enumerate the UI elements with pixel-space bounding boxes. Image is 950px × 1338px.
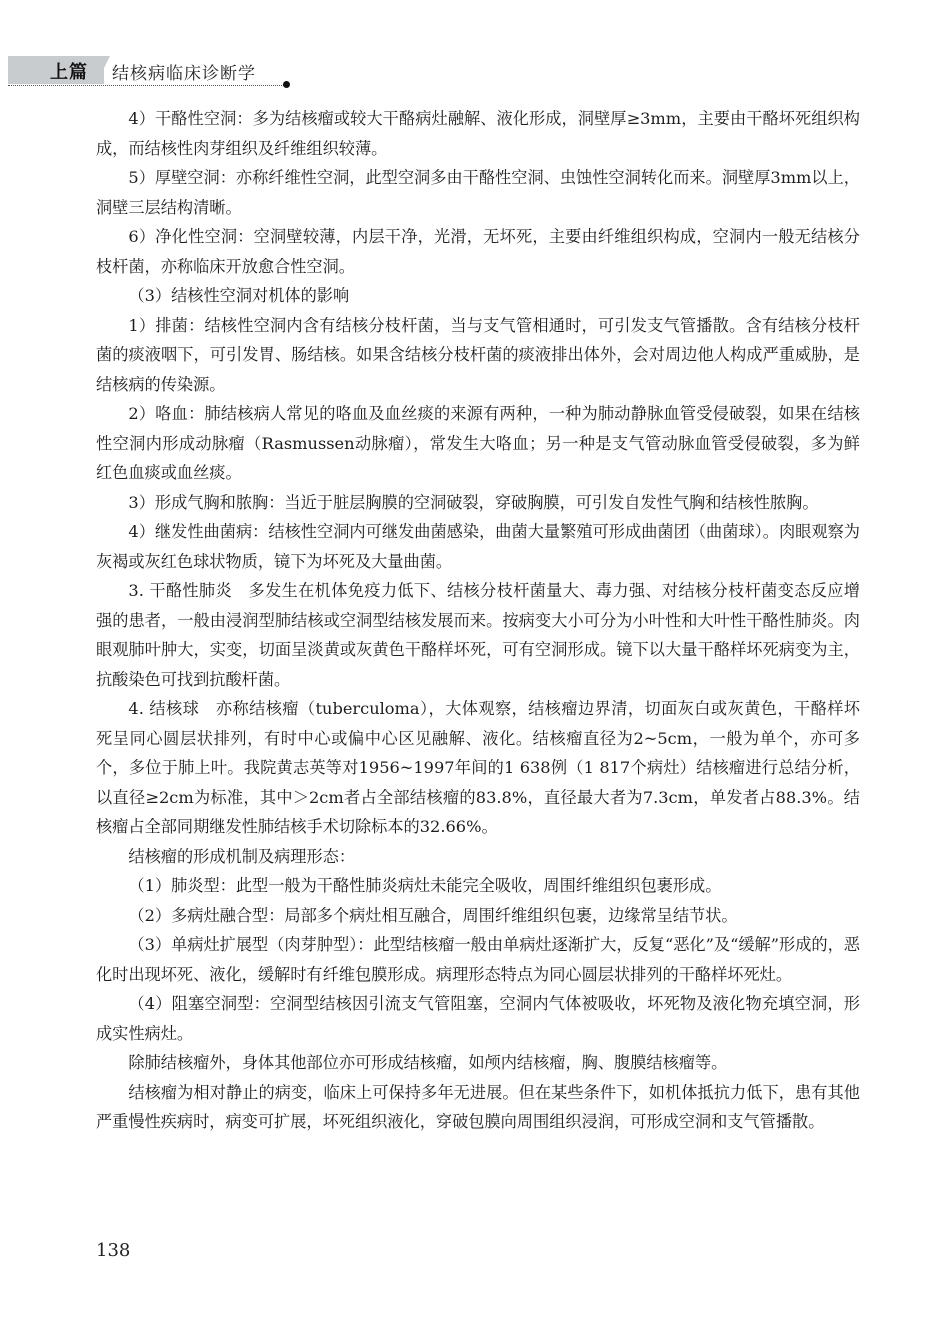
header-dotted-rule	[8, 85, 284, 86]
paragraph-pneumothorax: 3）形成气胸和脓胸：当近于脏层胸膜的空洞破裂，穿破胸膜，可引发自发性气胸和结核性脓胸。	[128, 492, 819, 512]
paragraph-caseous-cavity: 4）干酪性空洞：多为结核瘤或较大干酪病灶融解、液化形成，洞壁厚≥3mm，主要由干酪坏死组织构成，而结核性肉芽组织及纤维组织较薄。	[96, 109, 860, 158]
paragraph-other-sites: 除肺结核瘤外，身体其他部位亦可形成结核瘤，如颅内结核瘤，胸、腹膜结核瘤等。	[128, 1053, 728, 1072]
paragraph-caseous-pneumonia: 3. 干酪性肺炎 多发生在机体免疫力低下、结核分枝杆菌量大、毒力强、对结核分枝杆菌变态反应增强的患者，一般由浸润型肺结核或空洞型结核发展而来。按病变大小可分为小叶性和大叶性干酪性肺炎。肉眼观肺叶肿大，实变，切面呈淡黄或灰黄色干酪样坏死，可有空洞形成。镜下以大量干酪样坏死病变为主，抗酸染色可找到抗酸杆菌。	[96, 581, 860, 689]
paragraph-pneumonia-type: （1）肺炎型：此型一般为干酪性肺炎病灶未能完全吸收，周围纤维组织包裹形成。	[128, 876, 722, 895]
paragraph-progression: 结核瘤为相对静止的病变，临床上可保持多年无进展。但在某些条件下，如机体抵抗力低下，患有其他严重慢性疾病时，病变可扩展，坏死组织液化，穿破包膜向周围组织浸润，可形成空洞和支气管播散。	[96, 1082, 860, 1131]
book-title: 结核病临床诊断学	[112, 64, 256, 84]
paragraph-obstruction-type: （4）阻塞空洞型：空洞型结核因引流支气管阻塞，空洞内气体被吸收，坏死物及液化物充填空洞，形成实性病灶。	[96, 994, 860, 1043]
header-wedge	[96, 56, 110, 84]
subheading-cavity-effects: （3）结核性空洞对机体的影响	[128, 286, 350, 305]
paragraph-expansion-type: （3）单病灶扩展型（肉芽肿型）：此型结核瘤一般由单病灶逐渐扩大，反复“恶化”及“缓解”形成的，恶化时出现坏死、液化，缓解时有纤维包膜形成。病理形态特点为同心圆层状排列的干酪样坏死灶。	[96, 935, 860, 984]
paragraph-thick-wall-cavity: 5）厚壁空洞：亦称纤维性空洞，此型空洞多由干酪性空洞、虫蚀性空洞转化而来。洞壁厚3mm以上，洞壁三层结构清晰。	[96, 168, 860, 217]
page-number: 138	[96, 1240, 131, 1261]
body-text	[96, 104, 860, 1137]
paragraph-bacteria-discharge: 1）排菌：结核性空洞内含有结核分枝杆菌，当与支气管相通时，可引发支气管播散。含有结核分枝杆菌的痰液咽下，可引发胃、肠结核。如果含结核分枝杆菌的痰液排出体外，会对周边他人构成严重威胁，是结核病的传染源。	[96, 315, 860, 394]
running-header	[0, 56, 950, 90]
section-label: 上篇	[50, 62, 88, 83]
subheading-tuberculoma-mechanism: 结核瘤的形成机制及病理形态：	[128, 846, 356, 866]
header-dot	[283, 81, 290, 88]
paragraph-hemoptysis: 2）咯血：肺结核病人常见的咯血及血丝痰的来源有两种，一种为肺动静脉血管受侵破裂，如果在结核性空洞内形成动脉瘤（Rasmussen动脉瘤），常发生大咯血；另一种是支气管动脉血管受侵破裂，多为鲜红色血痰或血丝痰。	[96, 404, 860, 482]
paragraph-fusion-type: （2）多病灶融合型：局部多个病灶相互融合，周围纤维组织包裹，边缘常呈结节状。	[128, 905, 738, 925]
paragraph-aspergillosis: 4）继发性曲菌病：结核性空洞内可继发曲菌感染，曲菌大量繁殖可形成曲菌团（曲菌球）。肉眼观察为灰褐或灰红色球状物质，镜下为坏死及大量曲菌。	[96, 522, 860, 571]
paragraph-tuberculoma: 4. 结核球 亦称结核瘤（tuberculoma），大体观察，结核瘤边界清，切面灰白或灰黄色，干酪样坏死呈同心圆层状排列，有时中心或偏中心区见融解、液化。结核瘤直径为2~5cm，一般为单个，亦可多个，多位于肺上叶。我院黄志英等对1956~1997年间的1 638例（1 817个病灶）结核瘤进行总结分析，以直径≥2cm为标准，其中＞2cm者占全部结核瘤的83.8%，直径最大者为7.3cm，单发者占88.3%。结核瘤占全部同期继发性肺结核手术切除标本的32.66%。	[96, 699, 860, 836]
paragraph-purified-cavity: 6）净化性空洞：空洞壁较薄，内层干净，光滑，无坏死，主要由纤维组织构成，空洞内一般无结核分枝杆菌，亦称临床开放愈合性空洞。	[96, 227, 860, 276]
